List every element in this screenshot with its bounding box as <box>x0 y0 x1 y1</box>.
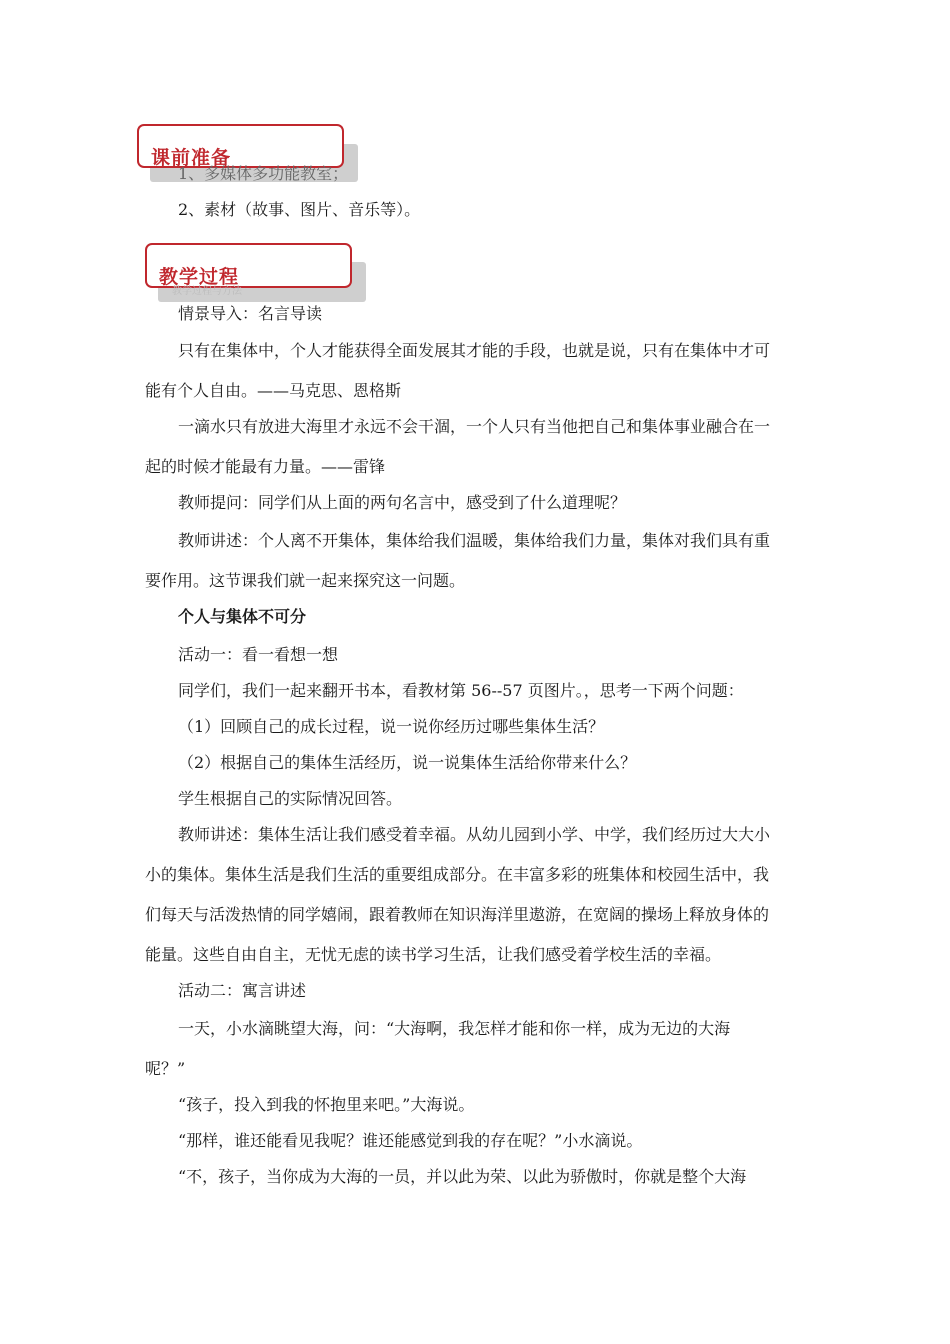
process-sub-shadow: 教学过程与方法 <box>172 286 242 297</box>
text-line: 活动一：看一看想一想 <box>178 645 339 664</box>
prep-heading: 课前准备 <box>151 147 232 169</box>
text-line: 一天，小水滴眺望大海，问：“大海啊，我怎样才能和你一样，成为无边的大海 <box>178 1019 731 1038</box>
text-line: 小的集体。集体生活是我们生活的重要组成部分。在丰富多彩的班集体和校园生活中，我 <box>145 865 770 884</box>
text-line: 们每天与活泼热情的同学嬉闹，跟着教师在知识海洋里遨游，在宽阔的操场上释放身体的 <box>145 905 770 924</box>
text-line: 一滴水只有放进大海里才永远不会干涸，一个人只有当他把自己和集体事业融合在一 <box>178 417 771 436</box>
text-line: 情景导入：名言导读 <box>178 304 323 323</box>
text-line: 要作用。这节课我们就一起来探究这一问题。 <box>145 571 466 590</box>
text-line: 教师讲述：集体生活让我们感受着幸福。从幼儿园到小学、中学，我们经历过大大小 <box>178 825 771 844</box>
text-line: “不，孩子，当你成为大海的一员，并以此为荣、以此为骄傲时，你就是整个大海 <box>178 1167 747 1186</box>
text-line: （1）回顾自己的成长过程，说一说你经历过哪些集体生活？ <box>178 717 605 736</box>
prep-item-2: 2、素材（故事、图片、音乐等）。 <box>178 200 421 219</box>
text-line: 只有在集体中，个人才能获得全面发展其才能的手段，也就是说，只有在集体中才可 <box>178 341 771 360</box>
prep-item-1: 1、多媒体多功能教室； <box>178 164 349 183</box>
text-line: “孩子，投入到我的怀抱里来吧。”大海说。 <box>178 1095 475 1114</box>
text-line: 呢？” <box>145 1059 186 1078</box>
process-heading: 教学过程 <box>159 266 240 288</box>
text-line: 教师提问：同学们从上面的两句名言中，感受到了什么道理呢？ <box>178 493 627 512</box>
text-line: 教师讲述：个人离不开集体，集体给我们温暖，集体给我们力量，集体对我们具有重 <box>178 531 771 550</box>
text-line: “那样，谁还能看见我呢？谁还能感觉到我的存在呢？”小水滴说。 <box>178 1131 643 1150</box>
text-line: 起的时候才能最有力量。——雷锋 <box>145 457 386 476</box>
subsection-title: 个人与集体不可分 <box>178 607 307 626</box>
text-line: 活动二：寓言讲述 <box>178 981 307 1000</box>
text-line: 学生根据自己的实际情况回答。 <box>178 789 403 808</box>
text-line: 同学们，我们一起来翻开书本，看教材第 56--57 页图片。，思考一下两个问题： <box>178 681 744 700</box>
text-line: （2）根据自己的集体生活经历，说一说集体生活给你带来什么？ <box>178 753 637 772</box>
text-line: 能量。这些自由自主，无忧无虑的读书学习生活，让我们感受着学校生活的幸福。 <box>145 945 722 964</box>
text-line: 能有个人自由。——马克思、恩格斯 <box>145 381 402 400</box>
